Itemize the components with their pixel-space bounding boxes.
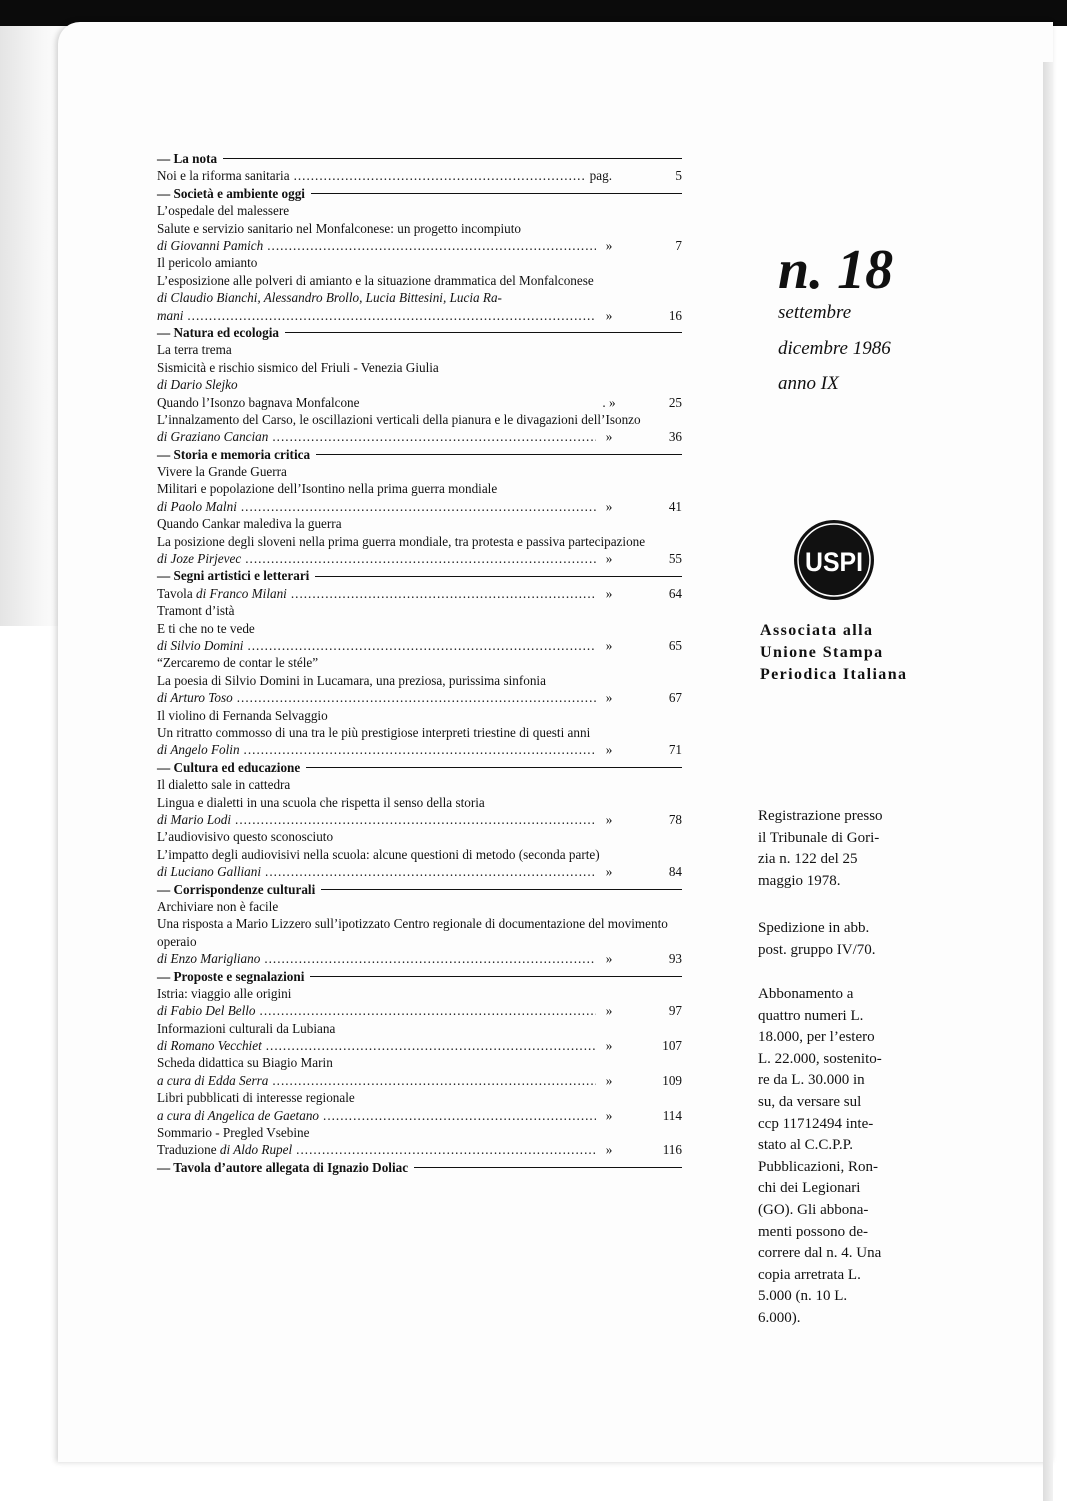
article-title: L’audiovisivo questo sconosciuto [157, 829, 334, 845]
toc-entry: di Silvio Domini ..... » 65 [157, 637, 682, 654]
toc-entry: a cura di Edda Serra ..... » 109 [157, 1072, 682, 1089]
article-title: Il violino di Fernanda Selvaggio [157, 707, 328, 723]
section-heading: — Società e ambiente oggi [157, 185, 682, 202]
article-author: di Dario Slejko [157, 377, 238, 393]
toc-entry: di Angelo Folin ..... » 71 [157, 741, 682, 758]
toc-entry: mani ..... » 16 [157, 307, 682, 324]
section-heading: — Segni artistici e letterari [157, 567, 682, 584]
article-subtitle: Salute e servizio sanitario nel Monfalconese: un progetto incompiuto [157, 220, 522, 236]
article-title: Sommario - Pregled Vsebine [157, 1125, 310, 1141]
toc-entry: di Fabio Del Bello ..... » 97 [157, 1002, 682, 1019]
subscription-note: Abbonamento a quattro numeri L. 18.000, per l’estero L. 22.000, sostenito- re da L. 30.000 in su, da versare sul ccp 11712494 inte- stato al C.C.P.P. Pubblicazioni, Ron- chi dei Legionari (GO). Gli abbona- menti possono de- correre dal n. 4. Una copia arretrata L. 5.000 (n. 10 L. 6.000). [758, 986, 882, 1326]
article-subtitle: La poesia di Silvio Domini in Lucamara, una preziosa, purissima sinfonia [157, 672, 546, 688]
article-title: Istria: viaggio alle origini [157, 985, 292, 1001]
section-heading: — Storia e memoria critica [157, 446, 682, 463]
toc-entry: di Paolo Malni ..... » 41 [157, 498, 682, 515]
toc-entry: di Mario Lodi ..... » 78 [157, 811, 682, 828]
toc-entry: Noi e la riforma sanitaria ..... pag. 5 [157, 167, 682, 184]
toc-entry: Tavola di Franco Milani ..... » 64 [157, 585, 682, 602]
issue-months: settembre [778, 302, 852, 323]
article-title: “Zercaremo de contar le stéle” [157, 655, 319, 671]
article-subtitle: Una risposta a Mario Lizzero sull’ipotizzato Centro regionale di documentazione del movimento operaio [157, 916, 668, 949]
article-title: Vivere la Grande Guerra [157, 464, 287, 480]
association-text: Associata alla Unione Stampa Periodica Italiana [760, 622, 908, 683]
toc-entry: di Graziano Cancian ..... » 36 [157, 428, 682, 445]
article-subtitle: Un ritratto commosso di una tra le più prestigiose interpreti triestine di questi anni [157, 724, 591, 740]
article-subtitle: Sismicità e rischio sismico del Friuli - Venezia Giulia [157, 359, 439, 375]
registration-note: Registrazione presso il Tribunale di Gori- zia n. 122 del 25 maggio 1978. [758, 808, 883, 889]
issue-number: n. 18 [778, 239, 894, 301]
article-author: di Claudio Bianchi, Alessandro Brollo, Lucia Bittesini, Lucia Ra- [157, 290, 502, 306]
article-subtitle: L’innalzamento del Carso, le oscillazioni verticali della pianura e le divagazioni dell’Isonzo [157, 411, 641, 427]
toc-entry: di Joze Pirjevec ..... » 55 [157, 550, 682, 567]
article-title: Scheda didattica su Biagio Marin [157, 1055, 333, 1071]
toc-entry: di Giovanni Pamich ..... » 7 [157, 237, 682, 254]
article-title: La terra trema [157, 342, 232, 358]
toc-entry: di Arturo Toso ..... » 67 [157, 689, 682, 706]
section-heading: — Tavola d’autore allegata di Ignazio Doliac [157, 1159, 682, 1176]
article-title: Il dialetto sale in cattedra [157, 777, 291, 793]
toc-entry: Quando l’Isonzo bagnava Monfalcone . » 25 [157, 394, 682, 410]
page-right-edge [1043, 62, 1053, 1501]
article-title: Tramont d’istà [157, 603, 235, 619]
toc-entry: Traduzione di Aldo Rupel ..... » 116 [157, 1141, 682, 1158]
article-title: Archiviare non è facile [157, 898, 279, 914]
section-heading: — La nota [157, 150, 682, 167]
table-of-contents [157, 150, 682, 1176]
shipping-note: Spedizione in abb. post. gruppo IV/70. [758, 920, 876, 958]
toc-entry: a cura di Angelica de Gaetano ..... » 114 [157, 1107, 682, 1124]
article-subtitle: L’esposizione alle polveri di amianto e la situazione drammatica del Monfalconese [157, 272, 594, 288]
article-title: Il pericolo amianto [157, 255, 258, 271]
article-title: E ti che no te vede [157, 620, 255, 636]
section-heading: — Natura ed ecologia [157, 324, 682, 341]
article-title: L’ospedale del malessere [157, 203, 290, 219]
article-title: Informazioni culturali da Lubiana [157, 1020, 336, 1036]
uspi-logo [792, 518, 876, 602]
article-title: Quando Cankar malediva la guerra [157, 516, 342, 532]
toc-entry: di Enzo Marigliano ..... » 93 [157, 950, 682, 967]
toc-entry: di Luciano Galliani ..... » 84 [157, 863, 682, 880]
issue-year: anno IX [778, 373, 839, 394]
article-subtitle: La posizione degli sloveni nella prima guerra mondiale, tra protesta e passiva partecipazione [157, 533, 646, 549]
article-subtitle: L’impatto degli audiovisivi nella scuola: alcune questioni di metodo (seconda parte) [157, 846, 600, 862]
toc-entry: di Romano Vecchiet ..... » 107 [157, 1037, 682, 1054]
section-heading: — Cultura ed educazione [157, 759, 682, 776]
issue-period: dicembre 1986 [778, 338, 891, 359]
article-subtitle: Militari e popolazione dell’Isontino nella prima guerra mondiale [157, 481, 498, 497]
section-heading: — Corrispondenze culturali [157, 881, 682, 898]
article-subtitle: Lingua e dialetti in una scuola che rispetta il senso della storia [157, 794, 485, 810]
article-title: Libri pubblicati di interesse regionale [157, 1090, 355, 1106]
logo-text: USPI [805, 547, 863, 577]
section-heading: — Proposte e segnalazioni [157, 968, 682, 985]
